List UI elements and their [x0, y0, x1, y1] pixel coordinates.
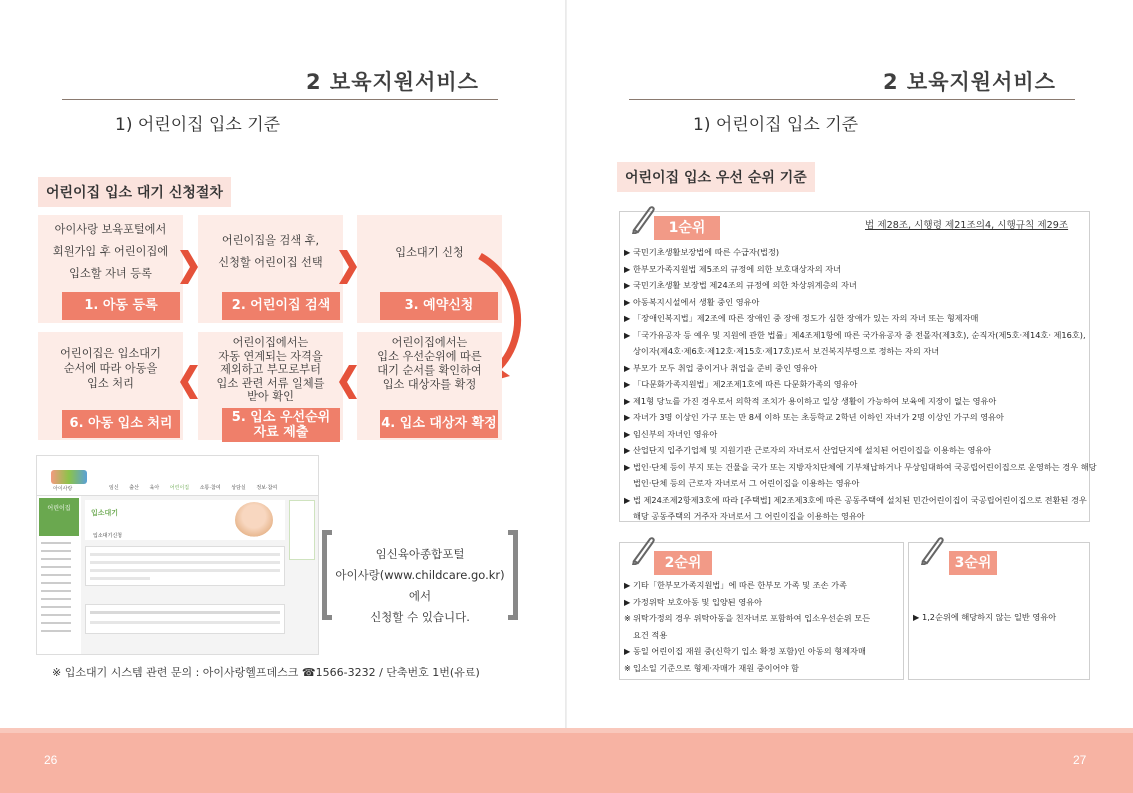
- subheading: 1) 어린이집 입소 기준: [115, 115, 281, 135]
- step-text: 어린이집은 입소대기 순서에 따라 아동을 입소 처리: [60, 347, 161, 390]
- bullet-icon: ▶: [624, 412, 631, 422]
- website-screenshot: [36, 455, 319, 655]
- list-item-text: 국민기초생활 보장법 제24조의 규정에 의한 차상위계층의 자녀: [633, 280, 857, 290]
- step-tag-6: 6. 아동 입소 처리: [62, 410, 180, 438]
- bullet-icon: ▶: [624, 395, 631, 406]
- rank3-list: [913, 609, 1056, 626]
- portal-info: [322, 530, 518, 624]
- bullet-icon: ▶: [624, 461, 631, 472]
- section-title: 2 보육지원서비스: [306, 70, 479, 94]
- step-tag-1: 1. 아동 등록: [62, 292, 180, 320]
- step-tag-5: 5. 입소 우선순위 자료 제출: [222, 408, 340, 442]
- list-item-text: 법인·단체 등의 근로자 자녀로서 그 어린이집을 이용하는 영유아: [633, 478, 860, 488]
- bullet-icon: ▶: [624, 379, 631, 389]
- left-page: [0, 0, 566, 793]
- list-item: [624, 492, 1097, 509]
- list-item-text: 부모가 모두 취업 중이거나 취업을 준비 중인 영유아: [633, 362, 818, 373]
- list-item-text: 요건 적용: [633, 629, 668, 640]
- rank1-box: [619, 211, 1097, 522]
- list-item: [624, 627, 870, 644]
- list-item-text: 국민기초생활보장법에 따른 수급자(법정): [633, 247, 780, 257]
- bullet-icon: ▶: [624, 329, 631, 340]
- list-item: [624, 610, 870, 627]
- list-item-text: 법 제24조제2항제3호에 따라 [주택법] 제2조제3호에 따른 공동주택에 설치된 민간어린이집이 국공립어린이집으로 전환된 경우: [633, 494, 1087, 505]
- rank3-tag: 3순위: [949, 551, 997, 575]
- list-item: [624, 660, 870, 677]
- list-item: [624, 426, 1097, 443]
- list-item-text: 아동복지시설에서 생활 중인 영유아: [633, 296, 760, 307]
- step-tag-3: 3. 예약신청: [380, 292, 498, 320]
- list-item-text: 자녀가 3명 이상인 가구 또는 만 8세 이하 또는 초등학교 2학년 이하인 자녀가 2명 이상인 가구의 영유아: [633, 412, 1004, 422]
- bullet-icon: ▶: [624, 494, 631, 505]
- page-number-right: 27: [1073, 753, 1087, 767]
- list-item: [624, 376, 1097, 393]
- list-item: [624, 409, 1097, 426]
- list-item-text: 산업단지 입주기업체 및 지원기관 근로자의 자녀로서 산업단지에 설치된 어린이집을 이용하는 영유아: [633, 445, 992, 455]
- chevron-right-icon: [180, 250, 198, 284]
- rank1-list: [624, 244, 1097, 525]
- child-photo: [235, 502, 273, 538]
- bullet-icon: ※: [624, 662, 631, 673]
- subheading: 1) 어린이집 입소 기준: [693, 115, 859, 135]
- rank1-tag: 1순위: [654, 216, 720, 240]
- bullet-icon: ▶: [624, 362, 631, 373]
- list-item-text: 제1형 당뇨를 가진 경우로서 의학적 조치가 용이하고 일상 생활이 가능하여 보육에 지장이 없는 영유아: [633, 395, 997, 406]
- bullet-icon: ▶: [624, 580, 631, 590]
- list-item-text: 「다문화가족지원법」제2조제1호에 따른 다문화가족의 영유아: [633, 379, 858, 389]
- list-item: [624, 643, 870, 660]
- list-item: [624, 244, 1097, 261]
- page-number-left: 26: [44, 753, 58, 767]
- step-text: 아이사랑 보육포털에서 회원가입 후 어린이집에 입소할 자녀 등록: [52, 223, 169, 280]
- rank2-box: [619, 542, 904, 680]
- list-item-text: 한부모가족지원법 제5조의 규정에 의한 보호대상자의 자녀: [633, 263, 842, 274]
- bullet-icon: ▶: [624, 313, 631, 323]
- step-tag-4: 4. 입소 대상자 확정: [380, 410, 498, 438]
- bullet-icon: ※: [624, 613, 631, 623]
- list-item-text: 1,2순위에 해당하지 않는 일반 영유아: [922, 612, 1057, 622]
- list-item: [624, 577, 870, 594]
- list-item: [624, 594, 870, 611]
- list-item-text: 기타「한부모가족지원법」에 따른 한부모 가족 및 조손 가족: [633, 580, 847, 590]
- site-table: [85, 604, 285, 634]
- list-item-text: 상이자(제4호·제6호·제12호·제15호·제17호)로서 보건복지부령으로 정하는 자의 자녀: [633, 346, 940, 356]
- site-quick-menu: [289, 500, 315, 560]
- step-text: 어린이집을 검색 후, 신청할 어린이집 선택: [218, 234, 323, 269]
- bullet-icon: ▶: [624, 646, 631, 656]
- section-rule: [629, 99, 1075, 100]
- list-item: [624, 508, 1097, 525]
- section-rule: [62, 99, 498, 100]
- list-item: [624, 294, 1097, 311]
- procedure-label: 어린이집 입소 대기 신청절차: [38, 177, 231, 207]
- bullet-icon: ▶: [624, 596, 631, 607]
- section-title: 2 보육지원서비스: [883, 70, 1056, 94]
- site-logo: [51, 470, 87, 484]
- chevron-left-icon: [180, 365, 198, 399]
- list-item-text: 해당 공동주택의 거주자 자녀로서 그 어린이집을 이용하는 영유아: [633, 511, 865, 521]
- list-item: [624, 393, 1097, 410]
- rank3-box: [908, 542, 1090, 680]
- list-item-text: 법인·단체 등이 부지 또는 건물을 국가 또는 지방자치단체에 기부채납하거나 무상임대하여 국공립어린이집으로 운영하는 경우 해당: [633, 461, 1097, 472]
- rank2-list: [624, 577, 870, 676]
- list-item-text: 「국가유공자 등 예우 및 지원에 관한 법률」제4조제1항에 따른 국가유공자 중 전몰자(제3호), 순직자(제5호·제14호· 제16호),: [633, 329, 1086, 340]
- pencil-icon: [630, 535, 656, 565]
- site-form: [85, 546, 285, 586]
- bullet-icon: ▶: [624, 263, 631, 274]
- bullet-icon: ▶: [624, 445, 631, 455]
- rank2-tag: 2순위: [654, 551, 712, 575]
- list-item-text: 가정위탁 보호아동 및 입양된 영유아: [633, 596, 763, 607]
- list-item: [624, 343, 1097, 360]
- bullet-icon: ▶: [913, 612, 920, 622]
- footer-band: [0, 728, 1133, 793]
- list-item: [624, 310, 1097, 327]
- list-item-text: 「장애인복지법」제2조에 따른 장애인 중 장애 정도가 심한 장애가 있는 자의 자녀 또는 형제자매: [633, 313, 979, 323]
- list-item-text: 동일 어린이집 재원 중(신학기 입소 확정 포함)인 아동의 형제자매: [633, 646, 866, 656]
- portal-info-text: 임신육아종합포털 아이사랑(www.childcare.go.kr)에서 신청할 수 있습니다.: [335, 547, 505, 624]
- bullet-icon: ▶: [624, 280, 631, 290]
- site-banner: 입소대기: [85, 500, 285, 540]
- list-item: [624, 475, 1097, 492]
- list-item-text: 입소일 기준으로 형제·자매가 재원 중이어야 함: [633, 662, 799, 673]
- pencil-icon: [630, 204, 656, 234]
- list-item-text: 위탁가정의 경우 위탁아동을 친자녀로 포함하여 입소우선순위 모든: [633, 613, 871, 623]
- list-item-text: 임신부의 자녀인 영유아: [633, 428, 718, 439]
- contact-note: ※ 입소대기 시스템 관련 문의 : 아이사랑헬프데스크 ☎1566-3232 / 단축번호 1번(유료): [52, 666, 480, 679]
- right-page: [567, 0, 1133, 793]
- list-item: [624, 360, 1097, 377]
- bullet-icon: ▶: [624, 247, 631, 257]
- pencil-icon: [919, 535, 945, 565]
- list-item: [624, 459, 1097, 476]
- list-item: [624, 327, 1097, 344]
- bullet-icon: ▶: [624, 428, 631, 439]
- site-sidebar: [37, 496, 81, 655]
- list-item: [624, 277, 1097, 294]
- form-title: 입소대기신청: [93, 533, 122, 539]
- chevron-left-icon: [339, 365, 357, 399]
- sidebar-header: 어린이집: [39, 498, 79, 536]
- step-text: 어린이집에서는 자동 연계되는 자격을 제외하고 부모로부터 입소 관련 서류 일체를 받아 확인: [216, 336, 325, 403]
- step-tag-2: 2. 어린이집 검색: [222, 292, 340, 320]
- bullet-icon: ▶: [624, 296, 631, 307]
- list-item: [624, 442, 1097, 459]
- list-item: [624, 261, 1097, 278]
- priority-label: 어린이집 입소 우선 순위 기준: [617, 162, 815, 192]
- list-item: [913, 609, 1056, 626]
- site-menu: 임신 출산 육아 어린이집 소통·참여 상담실 정보·참여: [109, 485, 278, 491]
- law-reference: 법 제28조, 시행령 제21조의4, 시행규칙 제29조: [865, 220, 1069, 231]
- site-name: 아이사랑: [53, 486, 73, 492]
- step-text: 입소대기 신청: [395, 246, 464, 259]
- chevron-right-icon: [339, 250, 357, 284]
- step-text: 어린이집에서는 입소 우선순위에 따른 대기 순서를 확인하여 입소 대상자를 확정: [377, 336, 482, 391]
- website-nav: [37, 456, 318, 496]
